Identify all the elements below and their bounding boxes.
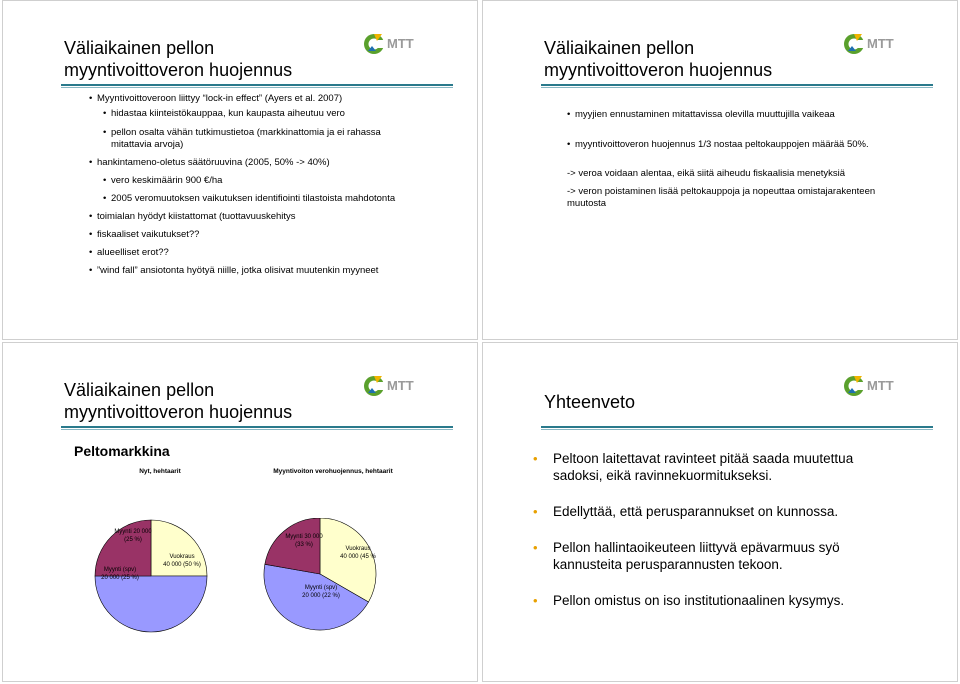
mtt-logo (843, 373, 905, 399)
list-item: • toimialan hyödyt kiistattomat (tuottavuuskehitys (89, 211, 419, 223)
pie-1-label-a2: (25 %) (124, 537, 142, 543)
svg-text:MTT: MTT (867, 36, 894, 51)
slide-title (64, 37, 292, 81)
pie-1-label-c1: Myynti (spv) (103, 567, 137, 573)
title-line-2: myyntivoittoveron huojennus (64, 402, 293, 422)
pie-2-title: Myyntivoiton verohuojennus, hehtaarit (273, 468, 393, 475)
title-divider (541, 426, 933, 428)
slide-title: Yhteenveto (544, 392, 636, 412)
title-line-2: myyntivoittoveron huojennus (64, 60, 293, 80)
title-line-1: Väliaikainen pellon (64, 38, 215, 58)
pie-1-title: Nyt, hehtaarit (139, 468, 181, 475)
svg-text:MTT: MTT (387, 36, 414, 51)
list-item: • 2005 veromuutoksen vaikutuksen identifiointi tilastoista mahdotonta (103, 193, 419, 205)
list-item: • fiskaaliset vaikutukset?? (89, 229, 419, 241)
svg-text:MTT: MTT (387, 378, 414, 393)
list-item: • hankintameno-oletus säätöruuvina (2005, 50% -> 40%) (89, 157, 419, 169)
title-divider (61, 426, 453, 428)
title-divider-thin (61, 429, 453, 430)
list-item: • alueelliset erot?? (89, 247, 419, 259)
list-item: -> veron poistaminen lisää peltokauppoja ja nopeuttaa omistajarakenteen muutosta (567, 186, 876, 209)
title-divider-thin (541, 429, 933, 430)
slide2-bullets (567, 109, 912, 210)
title-line-2: myyntivoittoveron huojennus (544, 60, 773, 80)
pie-slice (95, 576, 207, 632)
pie-1-label-c2: 20 000 (25 %) (101, 575, 139, 581)
title-divider (541, 84, 933, 86)
list-item: • hidastaa kiinteistökauppaa, kun kaupasta aiheutuu vero (103, 108, 419, 120)
pie-2-label-c2: 20 000 (22 %) (302, 593, 340, 599)
mtt-logo-icon (363, 373, 425, 399)
slide-title (64, 379, 292, 423)
slide-2 (482, 0, 958, 340)
mtt-logo (363, 31, 425, 57)
list-item: • ”wind fall” ansiotonta hyötyä niille, jotka olisivat muutenkin myyneet (89, 265, 419, 277)
title-divider (61, 84, 453, 86)
pie-1-label-b2: 40 000 (50 %) (163, 562, 201, 568)
mtt-logo-icon (363, 31, 425, 57)
pie-1-label-b1: Vuokraus (169, 554, 195, 560)
title-line-1: Väliaikainen pellon (544, 38, 695, 58)
list-item: • Pellon omistus on iso institutionaalinen kysymys. (529, 592, 869, 609)
pie-1-label-a1: Myynti 20 000 (114, 529, 152, 535)
list-item: • vero keskimäärin 900 €/ha (103, 175, 419, 187)
slide-1 (2, 0, 478, 340)
mtt-logo-icon (843, 373, 905, 399)
slide-4 (482, 342, 958, 682)
title-divider-thin (61, 87, 453, 88)
slide-3 (2, 342, 478, 682)
pie-2-label-c1: Myynti (spv) (304, 585, 338, 591)
list-item: • Pellon hallintaoikeuteen liittyvä epävarmuus syö kannusteita perusparannusten tekoon. (529, 539, 869, 573)
mtt-logo (843, 31, 905, 57)
slide-title (544, 37, 772, 81)
list-item: • Edellyttää, että perusparannukset on kunnossa. (529, 503, 869, 520)
svg-text:MTT: MTT (867, 378, 894, 393)
list-item: • Peltoon laitettavat ravinteet pitää saada muutettua sadoksi, eikä ravinnekuormitukseksi. (529, 450, 869, 484)
list-item: • pellon osalta vähän tutkimustietoa (markkinattomia ja ei rahassa mitattavia arvoja) (103, 127, 419, 151)
pie-2-label-b1: Vuokraus (345, 546, 371, 552)
slide4-bullets (529, 450, 869, 609)
mtt-logo-icon (843, 31, 905, 57)
slide1-bullets (89, 93, 419, 277)
list-item: • myyjien ennustaminen mitattavissa olevilla muuttujilla vaikeaa (567, 109, 912, 121)
list-item: -> veroa voidaan alentaa, eikä siitä aiheudu fiskaalisia menetyksiä (567, 168, 846, 179)
list-item: • Myyntivoittoveroon liittyy “lock-in effect” (Ayers et al. 2007) (89, 93, 419, 105)
list-item: • myyntivoittoveron huojennus 1/3 nostaa peltokauppojen määrää 50%. (567, 139, 912, 151)
title-divider-thin (541, 87, 933, 88)
pie-2-label-a1: Myynti 30 000 (285, 534, 323, 540)
title-line-1: Väliaikainen pellon (64, 380, 215, 400)
mtt-logo (363, 373, 425, 399)
pie-2-label-a2: (33 %) (295, 542, 313, 548)
section-subtitle: Peltomarkkina (74, 443, 170, 459)
pie-2-label-b2: 40 000 (45 % (340, 554, 376, 560)
pie-chart-2 (248, 518, 393, 633)
pie-chart-1 (83, 518, 218, 633)
